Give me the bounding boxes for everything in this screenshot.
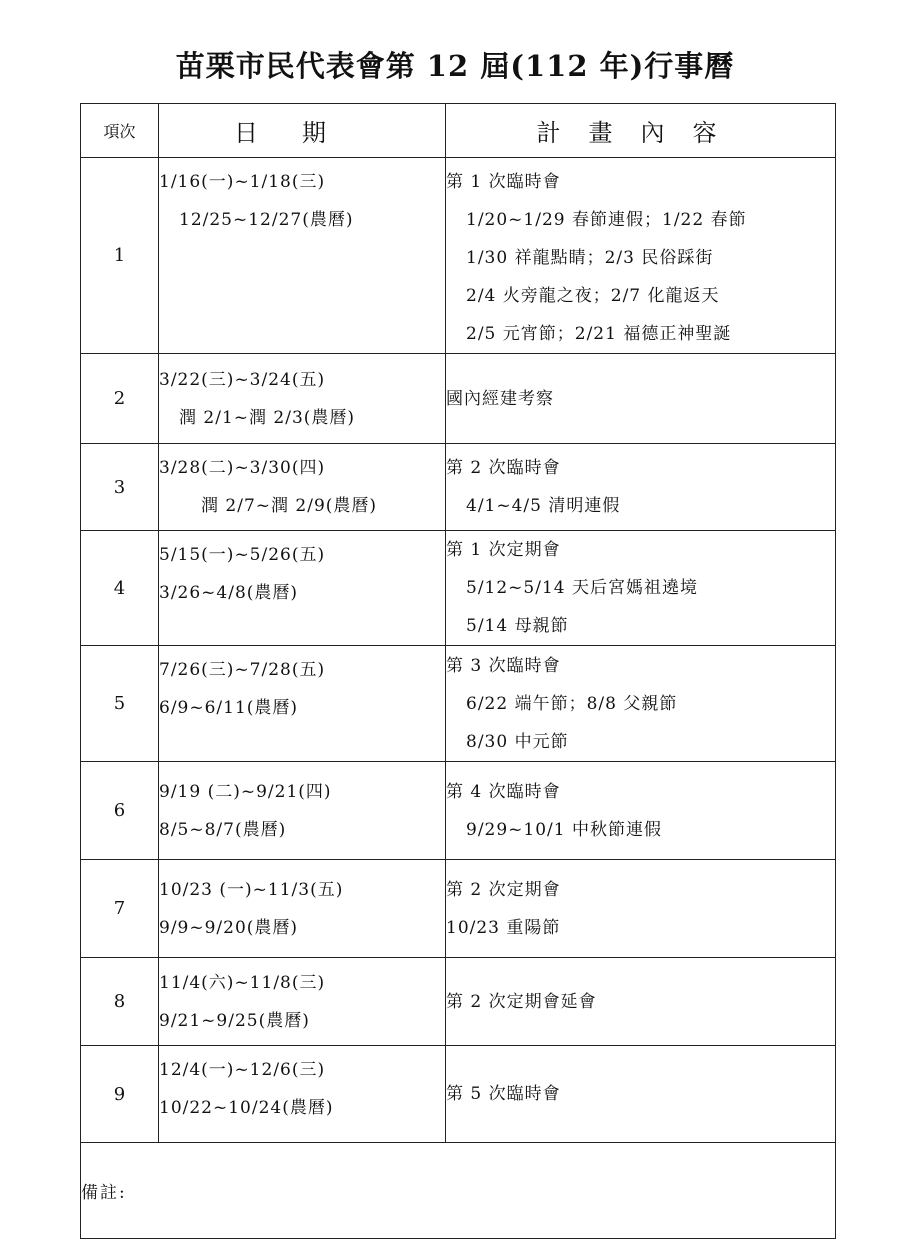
date-line: 10/22~10/24(農曆) (159, 1098, 334, 1118)
table-row (81, 531, 836, 646)
date-cell (159, 354, 446, 444)
calendar-table (80, 103, 836, 1239)
date-cell (159, 444, 446, 531)
date-cell (159, 1046, 446, 1143)
date-line: 5/15(一)~5/26(五) (159, 545, 326, 565)
date-line: 3/26~4/8(農曆) (159, 583, 299, 603)
content-line: 第 1 次臨時會 (446, 172, 561, 192)
date-cell (159, 762, 446, 860)
date-line: 12/4(一)~12/6(三) (159, 1060, 326, 1080)
content-line: 2/5 元宵節；2/21 福德正神聖誕 (466, 324, 732, 344)
content-line: 第 3 次臨時會 (446, 655, 561, 676)
date-line: 1/16(一)~1/18(三) (159, 172, 326, 192)
row-number: 1 (81, 158, 159, 354)
content-line: 2/4 火旁龍之夜；2/7 化龍返天 (466, 286, 720, 306)
date-line: 7/26(三)~7/28(五) (159, 660, 326, 680)
table-row (81, 1046, 836, 1143)
table-row (81, 860, 836, 958)
date-cell (159, 531, 446, 646)
date-cell (159, 860, 446, 958)
notes-label: 備註: (81, 1143, 836, 1239)
content-line: 6/22 端午節；8/8 父親節 (466, 693, 678, 714)
page-title: 苗栗市民代表會第 12 屆(112 年)行事曆 (175, 49, 735, 83)
date-line: 10/23 (一)~11/3(五) (159, 879, 344, 900)
date-cell (159, 158, 446, 354)
table-row (81, 158, 836, 354)
content-cell (446, 762, 836, 860)
content-cell (446, 860, 836, 958)
notes-row (81, 1143, 836, 1239)
content-line: 1/30 祥龍點睛；2/3 民俗踩街 (466, 248, 714, 268)
date-line: 6/9~6/11(農曆) (159, 698, 299, 718)
row-number: 9 (81, 1046, 159, 1143)
header-date: 日期 (159, 104, 446, 158)
content-line: 第 1 次定期會 (446, 540, 561, 560)
content-cell (446, 354, 836, 444)
content-line: 9/29~10/1 中秋節連假 (466, 819, 662, 840)
row-number: 2 (81, 354, 159, 444)
date-line: 3/22(三)~3/24(五) (159, 369, 326, 390)
content-line: 4/1~4/5 清明連假 (466, 496, 621, 516)
row-number: 4 (81, 531, 159, 646)
date-line: 潤 2/1~潤 2/3(農曆) (179, 407, 356, 428)
row-number: 8 (81, 958, 159, 1046)
table-row (81, 444, 836, 531)
table-row (81, 354, 836, 444)
content-cell (446, 958, 836, 1046)
content-line: 5/14 母親節 (466, 616, 569, 636)
content-cell (446, 531, 836, 646)
date-line: 11/4(六)~11/8(三) (159, 972, 326, 993)
date-cell (159, 958, 446, 1046)
content-line: 第 2 次定期會 (446, 879, 561, 900)
date-line: 3/28(二)~3/30(四) (159, 458, 326, 478)
content-cell (446, 1046, 836, 1143)
content-line: 8/30 中元節 (466, 731, 569, 752)
content-line: 1/20~1/29 春節連假；1/22 春節 (466, 210, 747, 230)
content-line: 國內經建考察 (446, 388, 554, 409)
content-line: 第 2 次定期會延會 (446, 991, 597, 1012)
date-cell (159, 646, 446, 762)
table-row (81, 646, 836, 762)
content-line: 第 4 次臨時會 (446, 781, 561, 802)
row-number: 6 (81, 762, 159, 860)
row-number: 7 (81, 860, 159, 958)
content-line: 第 2 次臨時會 (446, 458, 561, 478)
content-cell (446, 444, 836, 531)
content-cell (446, 158, 836, 354)
date-line: 8/5~8/7(農曆) (159, 819, 287, 840)
content-line: 5/12~5/14 天后宮媽祖遶境 (466, 578, 698, 598)
content-line: 第 5 次臨時會 (446, 1084, 561, 1104)
date-line: 潤 2/7~潤 2/9(農曆) (201, 496, 378, 516)
content-cell (446, 646, 836, 762)
header-row (81, 104, 836, 158)
date-line: 9/9~9/20(農曆) (159, 917, 299, 938)
table-row (81, 958, 836, 1046)
row-number: 5 (81, 646, 159, 762)
date-line: 9/21~9/25(農曆) (159, 1010, 310, 1031)
date-line: 9/19 (二)~9/21(四) (159, 781, 332, 802)
header-content: 計畫內容 (446, 104, 836, 158)
date-line: 12/25~12/27(農曆) (179, 210, 354, 230)
table-row (81, 762, 836, 860)
content-line: 10/23 重陽節 (446, 917, 561, 938)
header-item-no: 項次 (81, 104, 159, 158)
row-number: 3 (81, 444, 159, 531)
